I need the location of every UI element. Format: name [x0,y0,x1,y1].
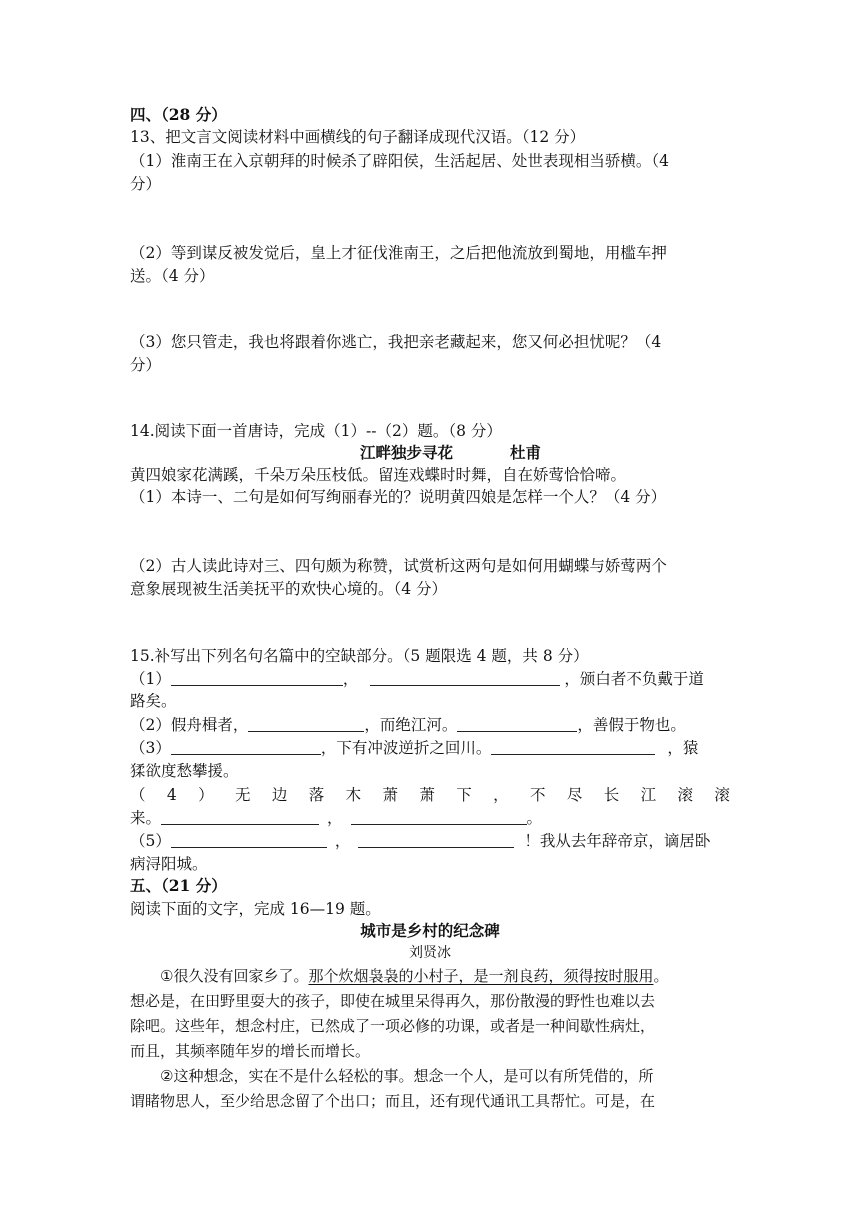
q13-answer-2-line-2: 送。（4 分） [130,267,215,285]
q13-answer-1-line-1: （1）淮南王在入京朝拜的时候杀了辟阳侯，生活起居、处世表现相当骄横。（4 [130,152,669,170]
q15-item-4-char: 落 [308,786,325,804]
q15-item-2-middle: ，而绝江河。 [364,716,458,734]
q14-sub-question-2-line-2: 意象展现被生活美抚平的欢快心境的。（4 分） [130,580,448,598]
q15-item-4-char: 下 [456,786,472,804]
paragraph-1-period: 。 [653,967,669,985]
q15-item-4-ending: 。 [526,809,543,827]
poem-title: 江畔独步寻花 [360,443,454,462]
fill-blank[interactable] [370,671,560,686]
q15-item-3-number: （3） [130,739,171,757]
q15-item-4-char: 边 [271,786,288,804]
fill-blank[interactable] [161,810,319,825]
q14-sub-question-1: （1）本诗一、二句是如何写绚丽春光的？说明黄四娘是怎样一个人？（4 分） [130,488,667,506]
q15-stem: 15.补写出下列名句名篇中的空缺部分。（5 题限选 4 题，共 8 分） [130,647,589,665]
article-title: 城市是乡村的纪念碑 [360,922,500,940]
q15-item-5-ending: ！我从去年辞帝京，谪居卧 [524,832,711,850]
q15-item-3 [130,737,698,759]
q15-item-4-continuation [130,807,542,829]
fill-blank[interactable] [171,833,327,848]
q15-item-5-number: （5） [130,832,171,850]
q15-item-4-continuation-start: 来。 [130,809,162,827]
section-5-label: 五、 [130,876,162,895]
fill-blank[interactable] [457,717,577,732]
q15-item-4-char: 4 [166,786,177,804]
section-5-heading [130,875,227,897]
paragraph-1-line-1 [160,965,668,987]
q13-answer-3-line-2: 分） [130,356,162,374]
q15-item-2 [130,714,686,736]
q15-item-1 [130,668,704,690]
poem-author: 杜甫 [510,443,542,462]
article-author: 刘贤冰 [409,945,451,961]
q15-item-4-char: 江 [640,786,657,804]
q15-item-4-char: 萧 [419,786,435,804]
q13-answer-1-line-2: 分） [130,175,162,193]
q15-item-4 [130,784,730,806]
q15-item-4-char: 不 [529,786,546,804]
q15-item-1-ending: ，颁白者不负戴于道 [564,670,704,688]
q15-item-4-char: 长 [603,786,620,804]
q15-item-5-continuation: 病浔阳城。 [130,855,208,873]
section-5-stem: 阅读下面的文字，完成 16—19 题。 [130,900,381,918]
q15-item-1-continuation: 路矣。 [130,692,177,710]
paragraph-2-line-1: ②这种想念，实在不是什么轻松的事。想念一个人，是可以有所凭借的，所 [160,1067,654,1085]
q13-answer-2-line-1: （2）等到谋反被发觉后，皇上才征伐淮南王，之后把他流放到蜀地，用槛车押 [130,244,667,262]
q13-answer-3-line-1: （3）您只管走，我也将跟着你逃亡，我把亲老藏起来，您又何必担忧呢？（4 [130,333,662,351]
q15-item-4-separator: ， [327,809,343,827]
fill-blank[interactable] [358,833,514,848]
poem-text: 黄四娘家花满蹊，千朵万朵压枝低。留连戏蝶时时舞，自在娇莺恰恰啼。 [130,466,627,484]
q15-item-4-char: ， [493,786,509,804]
paragraph-2-line-2: 谓睹物思人，至少给思念留了个出口；而且，还有现代通讯工具帮忙。可是，在 [130,1092,656,1110]
q15-item-4-char: 木 [345,786,362,804]
paragraph-1-line-2: 想必是，在田野里耍大的孩子，即使在城里呆得再久，那份散漫的野性也难以去 [130,992,656,1010]
q15-item-1-number: （1） [130,670,171,688]
q15-item-4-char: 无 [234,786,251,804]
q15-item-3-middle: ，下有冲波逆折之回川。 [320,739,492,757]
q15-item-4-char: 滚 [677,786,693,804]
fill-blank[interactable] [491,740,655,755]
section-4-score: （28 分） [161,105,227,124]
fill-blank[interactable] [171,740,321,755]
q15-item-4-char: ） [198,786,214,804]
q15-item-5 [130,830,710,852]
paragraph-1-line-4: 而且，其频率随年岁的增长而增长。 [130,1042,371,1060]
q15-item-3-ending: ，猿 [667,739,699,757]
section-5-score: （21 分） [161,876,227,895]
q15-item-2-start: （2）假舟楫者， [130,716,249,734]
fill-blank[interactable] [171,671,343,686]
q15-item-3-continuation: 猱欲度愁攀援。 [130,762,239,780]
q15-item-2-ending: ，善假于物也。 [577,716,686,734]
q13-stem: 13、把文言文阅读材料中画横线的句子翻译成现代汉语。（12 分） [130,128,586,146]
paragraph-1-line-3: 除吧。这些年，想念村庄，已然成了一项必修的功课，或者是一种间歇性病灶， [130,1017,656,1035]
paragraph-1-lead: ①很久没有回家乡了。 [160,967,309,985]
section-4-label: 四、 [130,105,162,124]
q15-item-4-char: （ [130,786,146,804]
fill-blank[interactable] [351,810,527,825]
fill-blank[interactable] [248,717,364,732]
q14-stem: 14.阅读下面一首唐诗，完成（1）--（2）题。（8 分） [130,422,502,440]
q15-item-1-separator: ， [342,670,359,688]
q15-item-4-char: 尽 [566,786,583,804]
q15-item-4-char: 滚 [714,786,730,804]
q15-item-5-separator: ， [334,832,351,850]
q14-sub-question-2-line-1: （2）古人读此诗对三、四句颇为称赞，试赏析这两句是如何用蝴蝶与娇莺两个 [130,557,667,575]
q15-item-4-char: 萧 [382,786,398,804]
paragraph-1-underlined-sentence: 那个炊烟袅袅的小村子，是一剂良药，须得按时服用 [308,967,654,985]
section-4-heading [130,104,227,126]
